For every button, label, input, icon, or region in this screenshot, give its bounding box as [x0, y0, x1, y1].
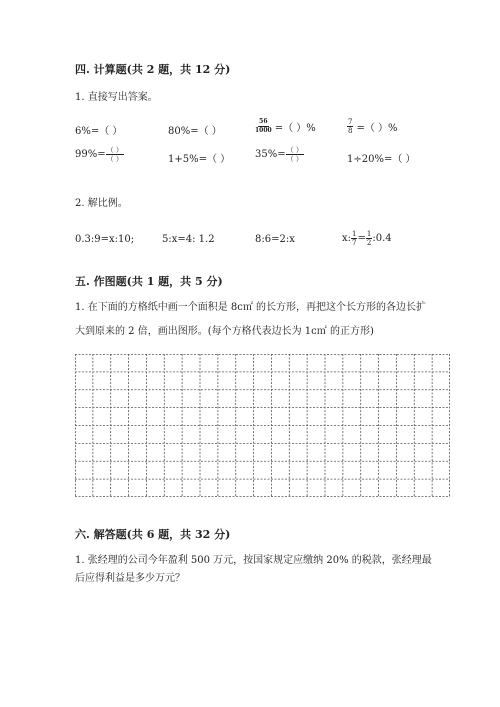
proportion-prefix: x:	[342, 233, 352, 244]
word-problem-line-1: 1. 张经理的公司今年盈利 500 万元，按国家规定应缴纳 20% 的税款，张经理最	[75, 555, 432, 566]
section-4-heading: 四. 计算题(共 2 题，共 12 分)	[75, 63, 231, 76]
fraction-numerator: （ ）	[106, 146, 123, 154]
fraction	[106, 146, 124, 163]
calc-item-rest: =（ ）%	[274, 123, 316, 134]
question-1-title: 1. 直接写出答案。	[75, 92, 158, 103]
calc-item-35-percent	[255, 146, 304, 163]
fraction-numerator: 56	[259, 118, 268, 125]
proportion-3: 8:6=2:x	[255, 234, 295, 245]
calc-item-prefix: 99%=	[75, 149, 106, 160]
section-5-heading: 五. 作图题(共 1 题，共 5 分)	[75, 275, 223, 288]
fraction	[286, 146, 304, 163]
fraction	[347, 118, 353, 135]
fraction-numerator: 1	[366, 230, 372, 238]
proportion-2: 5:x=4: 1.2	[162, 234, 215, 245]
calc-item-1-div-20-percent: 1÷20%=（ ）	[347, 154, 416, 165]
calc-item-80-percent: 80%=（ ）	[168, 126, 222, 137]
calc-item-1-plus-5-percent: 1+5%=（ ）	[168, 154, 231, 165]
fraction-numerator: 7	[348, 118, 353, 126]
proportion-suffix: :0.4	[372, 233, 392, 244]
calc-item-prefix: 35%=	[255, 149, 286, 160]
calc-item-56-over-1000	[255, 118, 316, 135]
word-problem-line-2: 后应得利益是多少万元？	[75, 573, 185, 584]
fraction-denominator: 1000	[255, 127, 272, 134]
proportion-4	[342, 230, 392, 247]
calc-item-6-percent: 6%=（ ）	[75, 126, 123, 137]
section-6-heading: 六. 解答题(共 6 题，共 32 分)	[75, 528, 231, 541]
fraction-denominator: 7	[352, 239, 357, 247]
fraction-numerator: （ ）	[286, 146, 303, 154]
fraction-denominator: 2	[366, 239, 372, 247]
fraction	[255, 118, 272, 135]
fraction-denominator: 8	[348, 127, 353, 135]
drawing-question-line-2: 大到原来的 2 倍，画出图形。(每个方格代表边长为 1c㎡ 的正方形)	[75, 326, 374, 337]
square-grid-paper	[75, 354, 450, 497]
fraction-denominator: （ ）	[286, 155, 303, 163]
proportion-equals: =	[357, 233, 366, 244]
proportion-1: 0.3:9=x:10;	[75, 234, 135, 245]
calc-item-rest: =（ ）%	[356, 123, 398, 134]
drawing-question-line-1: 1. 在下面的方格纸中画一个面积是 8c㎡ 的长方形，再把这个长方形的各边长扩	[75, 302, 427, 313]
calc-item-99-percent	[75, 146, 124, 163]
question-2-title: 2. 解比例。	[75, 198, 128, 209]
calc-item-7-over-8	[347, 118, 398, 135]
fraction-denominator: （ ）	[106, 155, 123, 163]
fraction-numerator: 1	[352, 230, 357, 238]
